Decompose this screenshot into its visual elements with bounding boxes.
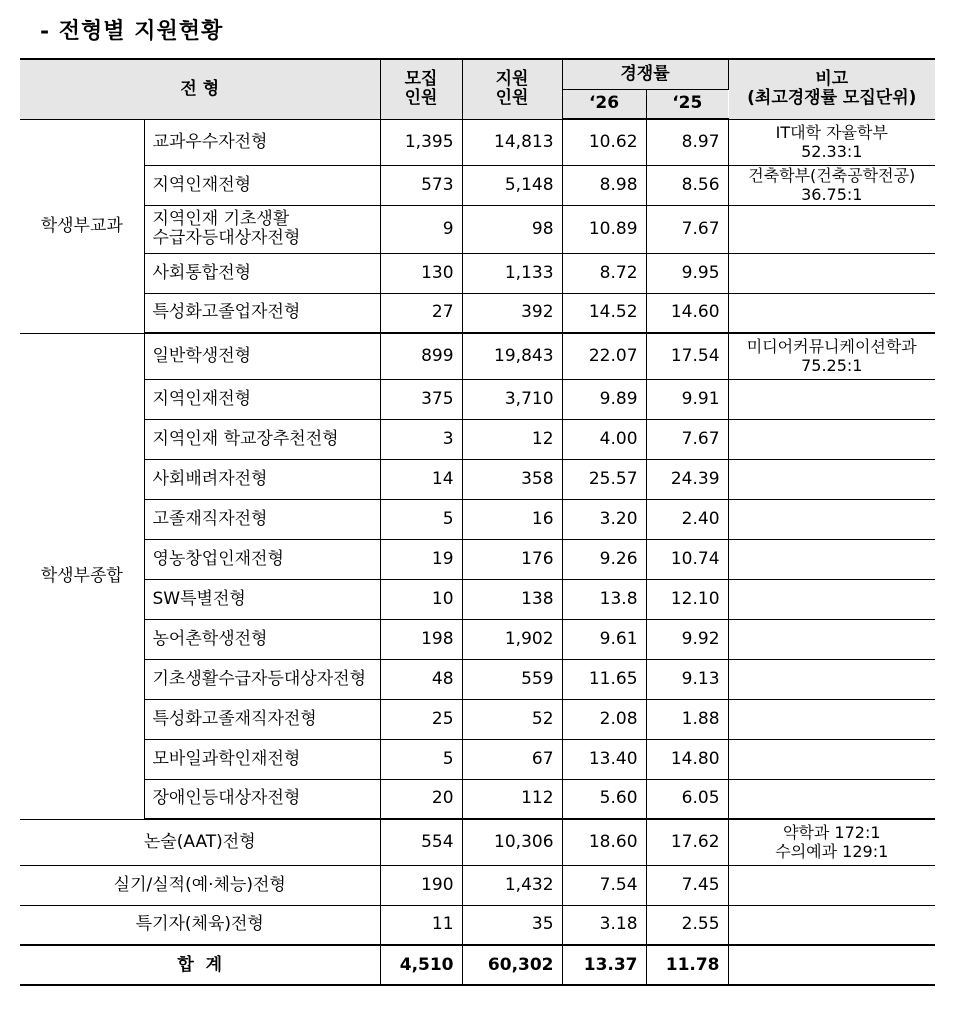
ratio-25-cell: 9.92 — [646, 619, 728, 659]
applicants-cell: 3,710 — [462, 379, 562, 419]
applicants-cell: 392 — [462, 293, 562, 333]
quota-cell: 11 — [380, 905, 462, 945]
table-row — [20, 579, 935, 619]
ratio-26-cell: 25.57 — [562, 459, 646, 499]
applicants-cell: 12 — [462, 419, 562, 459]
ratio-25-cell: 2.40 — [646, 499, 728, 539]
quota-cell: 25 — [380, 699, 462, 739]
type-name-cell: 영농창업인재전형 — [144, 539, 380, 579]
type-name-cell: 특기자(체육)전형 — [20, 905, 380, 945]
table-row — [20, 205, 935, 253]
ratio-25-cell: 7.67 — [646, 419, 728, 459]
table-row — [20, 905, 935, 945]
ratio-26-cell: 9.26 — [562, 539, 646, 579]
ratio-26-cell: 3.18 — [562, 905, 646, 945]
applicants-cell: 35 — [462, 905, 562, 945]
note-cell — [728, 459, 935, 499]
quota-cell: 198 — [380, 619, 462, 659]
applicants-cell: 176 — [462, 539, 562, 579]
note-cell — [728, 905, 935, 945]
header-year-25: ‘25 — [646, 89, 728, 119]
applicants-cell: 60,302 — [462, 945, 562, 985]
applicants-cell: 1,432 — [462, 865, 562, 905]
applicants-cell: 559 — [462, 659, 562, 699]
table-row — [20, 619, 935, 659]
table-row — [20, 865, 935, 905]
quota-cell: 3 — [380, 419, 462, 459]
note-cell — [728, 945, 935, 985]
note-cell — [728, 379, 935, 419]
applicants-cell: 5,148 — [462, 165, 562, 205]
type-name-cell: 교과우수자전형 — [144, 119, 380, 165]
quota-cell: 1,395 — [380, 119, 462, 165]
applicants-cell: 138 — [462, 579, 562, 619]
note-cell — [728, 579, 935, 619]
category-cell: 학생부교과 — [20, 119, 144, 333]
note-cell — [728, 619, 935, 659]
section-title: - 전형별 지원현황 — [40, 18, 224, 44]
ratio-26-cell: 11.65 — [562, 659, 646, 699]
table-row — [20, 699, 935, 739]
type-name-cell: 특성화고졸업자전형 — [144, 293, 380, 333]
note-cell — [728, 253, 935, 293]
applicants-cell: 1,133 — [462, 253, 562, 293]
total-row — [20, 945, 935, 985]
applicants-cell: 52 — [462, 699, 562, 739]
type-name-cell: 농어촌학생전형 — [144, 619, 380, 659]
note-cell — [728, 739, 935, 779]
table-row — [20, 499, 935, 539]
type-name-cell: 일반학생전형 — [144, 333, 380, 379]
ratio-26-cell: 5.60 — [562, 779, 646, 819]
ratio-26-cell: 8.98 — [562, 165, 646, 205]
quota-cell: 573 — [380, 165, 462, 205]
header-quota: 모집 인원 — [380, 59, 462, 119]
ratio-25-cell: 12.10 — [646, 579, 728, 619]
quota-cell: 14 — [380, 459, 462, 499]
ratio-25-cell: 24.39 — [646, 459, 728, 499]
ratio-25-cell: 10.74 — [646, 539, 728, 579]
ratio-25-cell: 17.62 — [646, 819, 728, 865]
ratio-26-cell: 4.00 — [562, 419, 646, 459]
ratio-26-cell: 13.37 — [562, 945, 646, 985]
ratio-25-cell: 9.95 — [646, 253, 728, 293]
quota-cell: 10 — [380, 579, 462, 619]
table-row — [20, 779, 935, 819]
type-name-cell: 지역인재전형 — [144, 165, 380, 205]
table-row — [20, 165, 935, 205]
header-year-26: ‘26 — [562, 89, 646, 119]
category-cell: 학생부종합 — [20, 333, 144, 819]
note-cell — [728, 539, 935, 579]
type-name-cell: 지역인재 학교장추천전형 — [144, 419, 380, 459]
header-type: 전 형 — [20, 59, 380, 119]
type-name-cell: 특성화고졸재직자전형 — [144, 699, 380, 739]
applicants-cell: 98 — [462, 205, 562, 253]
quota-cell: 19 — [380, 539, 462, 579]
ratio-25-cell: 7.45 — [646, 865, 728, 905]
ratio-25-cell: 8.97 — [646, 119, 728, 165]
ratio-26-cell: 8.72 — [562, 253, 646, 293]
type-name-cell: 사회배려자전형 — [144, 459, 380, 499]
ratio-26-cell: 9.89 — [562, 379, 646, 419]
table-row — [20, 333, 935, 379]
type-name-cell: 장애인등대상자전형 — [144, 779, 380, 819]
ratio-25-cell: 17.54 — [646, 333, 728, 379]
quota-cell: 9 — [380, 205, 462, 253]
applicants-cell: 16 — [462, 499, 562, 539]
quota-cell: 4,510 — [380, 945, 462, 985]
type-name-cell: 기초생활수급자등대상자전형 — [144, 659, 380, 699]
header-ratio: 경쟁률 — [562, 59, 728, 89]
ratio-25-cell: 9.13 — [646, 659, 728, 699]
table-row — [20, 293, 935, 333]
table-row — [20, 119, 935, 165]
quota-cell: 5 — [380, 739, 462, 779]
type-name-cell: 논술(AAT)전형 — [20, 819, 380, 865]
type-name-cell: 사회통합전형 — [144, 253, 380, 293]
ratio-26-cell: 22.07 — [562, 333, 646, 379]
ratio-25-cell: 1.88 — [646, 699, 728, 739]
note-cell — [728, 205, 935, 253]
ratio-25-cell: 6.05 — [646, 779, 728, 819]
quota-cell: 130 — [380, 253, 462, 293]
note-cell: 미디어커뮤니케이션학과 75.25:1 — [728, 333, 935, 379]
ratio-26-cell: 10.89 — [562, 205, 646, 253]
ratio-26-cell: 13.40 — [562, 739, 646, 779]
table-row — [20, 379, 935, 419]
table-body — [20, 119, 935, 985]
quota-cell: 554 — [380, 819, 462, 865]
ratio-25-cell: 11.78 — [646, 945, 728, 985]
quota-cell: 190 — [380, 865, 462, 905]
ratio-26-cell: 10.62 — [562, 119, 646, 165]
applicants-cell: 10,306 — [462, 819, 562, 865]
ratio-25-cell: 14.80 — [646, 739, 728, 779]
note-cell — [728, 419, 935, 459]
ratio-25-cell: 2.55 — [646, 905, 728, 945]
ratio-26-cell: 3.20 — [562, 499, 646, 539]
note-cell — [728, 779, 935, 819]
header-applicants: 지원 인원 — [462, 59, 562, 119]
quota-cell: 20 — [380, 779, 462, 819]
type-name-cell: 실기/실적(예·체능)전형 — [20, 865, 380, 905]
ratio-25-cell: 14.60 — [646, 293, 728, 333]
type-name-cell: 지역인재전형 — [144, 379, 380, 419]
ratio-26-cell: 2.08 — [562, 699, 646, 739]
note-cell — [728, 293, 935, 333]
quota-cell: 5 — [380, 499, 462, 539]
ratio-25-cell: 8.56 — [646, 165, 728, 205]
note-cell: 약학과 172:1 수의예과 129:1 — [728, 819, 935, 865]
ratio-26-cell: 18.60 — [562, 819, 646, 865]
quota-cell: 899 — [380, 333, 462, 379]
applicants-cell: 67 — [462, 739, 562, 779]
type-name-cell: 모바일과학인재전형 — [144, 739, 380, 779]
note-cell: 건축학부(건축공학전공) 36.75:1 — [728, 165, 935, 205]
applicants-cell: 1,902 — [462, 619, 562, 659]
ratio-26-cell: 7.54 — [562, 865, 646, 905]
applicants-cell: 358 — [462, 459, 562, 499]
type-name-cell: 지역인재 기초생활 수급자등대상자전형 — [144, 205, 380, 253]
applications-table — [20, 58, 935, 986]
table-row — [20, 459, 935, 499]
type-name-cell: 고졸재직자전형 — [144, 499, 380, 539]
table-row — [20, 253, 935, 293]
type-name-cell: SW특별전형 — [144, 579, 380, 619]
quota-cell: 27 — [380, 293, 462, 333]
header-note: 비고 (최고경쟁률 모집단위) — [728, 59, 935, 119]
table-row — [20, 659, 935, 699]
note-cell — [728, 499, 935, 539]
ratio-25-cell: 9.91 — [646, 379, 728, 419]
quota-cell: 375 — [380, 379, 462, 419]
table-row — [20, 819, 935, 865]
note-cell: IT대학 자율학부 52.33:1 — [728, 119, 935, 165]
ratio-25-cell: 7.67 — [646, 205, 728, 253]
table-row — [20, 739, 935, 779]
table-row — [20, 419, 935, 459]
ratio-26-cell: 9.61 — [562, 619, 646, 659]
ratio-26-cell: 14.52 — [562, 293, 646, 333]
applicants-cell: 19,843 — [462, 333, 562, 379]
note-cell — [728, 659, 935, 699]
applicants-cell: 14,813 — [462, 119, 562, 165]
total-label-cell: 합 계 — [20, 945, 380, 985]
quota-cell: 48 — [380, 659, 462, 699]
table-row — [20, 539, 935, 579]
note-cell — [728, 865, 935, 905]
ratio-26-cell: 13.8 — [562, 579, 646, 619]
applicants-cell: 112 — [462, 779, 562, 819]
note-cell — [728, 699, 935, 739]
